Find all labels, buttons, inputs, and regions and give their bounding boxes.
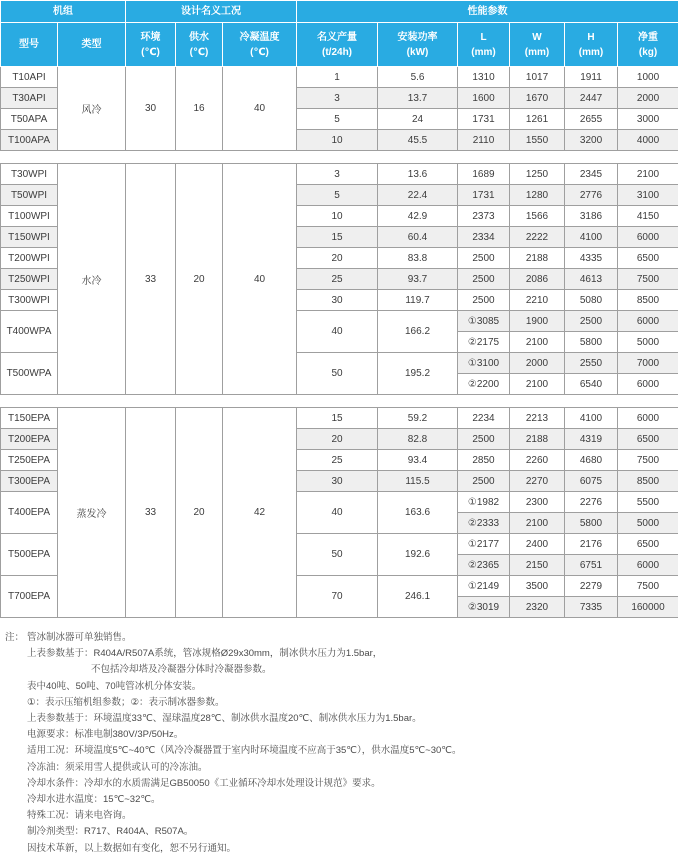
header-group-row <box>1 1 678 23</box>
height-cell: 2447 <box>565 88 618 109</box>
capacity-cell: 10 <box>297 206 378 227</box>
height-cell: 4100 <box>565 227 618 248</box>
weight-cell: 5500 <box>618 492 678 513</box>
weight-cell: 6500 <box>618 429 678 450</box>
capacity-cell: 5 <box>297 109 378 130</box>
model-cell: T700EPA <box>1 576 58 618</box>
length-cell: ①2149 <box>458 576 510 597</box>
model-cell: T250WPI <box>1 269 58 290</box>
length-cell: 2850 <box>458 450 510 471</box>
weight-cell: 6000 <box>618 408 678 429</box>
weight-cell: 6000 <box>618 311 678 332</box>
note-line <box>0 630 678 646</box>
column-header-label: L <box>480 31 487 43</box>
weight-cell: 3000 <box>618 109 678 130</box>
model-cell: T500WPA <box>1 353 58 395</box>
capacity-cell: 50 <box>297 534 378 576</box>
note-text: 冷冻油：须采用雪人提供或认可的冷冻油。 <box>27 761 208 773</box>
column-header <box>510 23 565 67</box>
weight-cell: 7500 <box>618 450 678 471</box>
height-cell: 6075 <box>565 471 618 492</box>
length-cell: 2110 <box>458 130 510 151</box>
note-text: 制冷剂类型：R717、R404A、R507A。 <box>27 826 194 838</box>
column-header <box>58 23 126 67</box>
type-cell: 风冷 <box>58 67 126 151</box>
header-group-design: 设计名义工况 <box>126 1 297 23</box>
power-cell: 13.6 <box>378 164 458 185</box>
column-header-label: 类型 <box>81 39 102 50</box>
power-cell: 13.7 <box>378 88 458 109</box>
note-line <box>0 808 678 824</box>
condensing-temp-cell: 42 <box>223 408 297 618</box>
column-header <box>176 23 223 67</box>
column-header-label: 净重 <box>638 31 659 43</box>
height-cell: 7335 <box>565 597 618 618</box>
column-header-unit: (mm) <box>471 46 496 58</box>
width-cell: 2188 <box>510 248 565 269</box>
power-cell: 192.6 <box>378 534 458 576</box>
capacity-cell: 10 <box>297 130 378 151</box>
weight-cell: 6000 <box>618 555 678 576</box>
spec-table-water-cooled <box>0 163 678 395</box>
width-cell: 2100 <box>510 513 565 534</box>
capacity-cell: 30 <box>297 290 378 311</box>
model-cell: T50WPI <box>1 185 58 206</box>
power-cell: 119.7 <box>378 290 458 311</box>
height-cell: 2776 <box>565 185 618 206</box>
length-cell: 2500 <box>458 429 510 450</box>
weight-cell: 7500 <box>618 269 678 290</box>
width-cell: 2000 <box>510 353 565 374</box>
length-cell: ①1982 <box>458 492 510 513</box>
note-text: 表中40吨、50吨、70吨管冰机分体安装。 <box>27 680 202 692</box>
column-header-unit: (℃) <box>250 46 269 58</box>
length-cell: 2500 <box>458 248 510 269</box>
weight-cell: 3100 <box>618 185 678 206</box>
width-cell: 1900 <box>510 311 565 332</box>
note-line <box>0 743 678 759</box>
power-cell: 246.1 <box>378 576 458 618</box>
width-cell: 2320 <box>510 597 565 618</box>
column-header <box>618 23 678 67</box>
height-cell: 4100 <box>565 408 618 429</box>
note-line <box>0 662 678 678</box>
capacity-cell: 50 <box>297 353 378 395</box>
note-text: 适用工况：环境温度5℃~40℃（风冷冷凝器置于室内时环境温度不应高于35℃），供水温度5℃~30℃。 <box>27 745 462 757</box>
length-cell: 2500 <box>458 269 510 290</box>
model-cell: T300EPA <box>1 471 58 492</box>
length-cell: ②2333 <box>458 513 510 534</box>
width-cell: 2150 <box>510 555 565 576</box>
width-cell: 1017 <box>510 67 565 88</box>
column-header-unit: (℃) <box>141 46 160 58</box>
power-cell: 24 <box>378 109 458 130</box>
weight-cell: 2100 <box>618 164 678 185</box>
height-cell: 5080 <box>565 290 618 311</box>
height-cell: 3200 <box>565 130 618 151</box>
column-header-unit: (℃) <box>189 46 209 58</box>
weight-cell: 6500 <box>618 248 678 269</box>
length-cell: ①3100 <box>458 353 510 374</box>
power-cell: 45.5 <box>378 130 458 151</box>
note-line <box>0 679 678 695</box>
length-cell: 2234 <box>458 408 510 429</box>
model-cell: T30API <box>1 88 58 109</box>
width-cell: 2300 <box>510 492 565 513</box>
table-row <box>1 164 678 185</box>
width-cell: 2100 <box>510 374 565 395</box>
length-cell: ②2200 <box>458 374 510 395</box>
capacity-cell: 20 <box>297 248 378 269</box>
column-header-label: H <box>587 31 595 43</box>
model-cell: T150EPA <box>1 408 58 429</box>
column-header-label: 供水 <box>189 31 209 43</box>
supply-temp-cell: 16 <box>176 67 223 151</box>
note-line <box>0 760 678 776</box>
column-header <box>297 23 378 67</box>
height-cell: 4335 <box>565 248 618 269</box>
power-cell: 60.4 <box>378 227 458 248</box>
power-cell: 93.7 <box>378 269 458 290</box>
note-text: 因技术革新，以上数据如有变化，恕不另行通知。 <box>27 842 237 854</box>
model-cell: T10API <box>1 67 58 88</box>
weight-cell: 6000 <box>618 374 678 395</box>
weight-cell: 5000 <box>618 332 678 353</box>
width-cell: 1670 <box>510 88 565 109</box>
length-cell: ②2365 <box>458 555 510 576</box>
model-cell: T400EPA <box>1 492 58 534</box>
column-header-unit: (mm) <box>524 46 550 58</box>
weight-cell: 7000 <box>618 353 678 374</box>
length-cell: 2334 <box>458 227 510 248</box>
capacity-cell: 5 <box>297 185 378 206</box>
model-cell: T150WPI <box>1 227 58 248</box>
power-cell: 93.4 <box>378 450 458 471</box>
column-header-label: 安装功率 <box>397 31 438 43</box>
ambient-temp-cell: 33 <box>126 408 176 618</box>
power-cell: 115.5 <box>378 471 458 492</box>
capacity-cell: 40 <box>297 492 378 534</box>
height-cell: 2279 <box>565 576 618 597</box>
width-cell: 2222 <box>510 227 565 248</box>
notes-section <box>0 630 678 857</box>
height-cell: 5800 <box>565 332 618 353</box>
note-text: 上表参数基于：R404A/R507A系统，管冰规格Ø29x30mm，制冰供水压力为1.5bar， <box>27 648 383 660</box>
height-cell: 2655 <box>565 109 618 130</box>
column-header-unit: (kW) <box>406 46 429 58</box>
power-cell: 82.8 <box>378 429 458 450</box>
note-text: 上表参数基于：环境温度33℃、湿球温度28℃、制冰供水温度20℃、制冰供水压力为1.5bar。 <box>27 713 422 725</box>
length-cell: 1310 <box>458 67 510 88</box>
note-text: 特殊工况：请来电咨询。 <box>27 810 132 822</box>
power-cell: 195.2 <box>378 353 458 395</box>
note-prefix: 注： <box>5 632 25 643</box>
model-cell: T30WPI <box>1 164 58 185</box>
model-cell: T400WPA <box>1 311 58 353</box>
column-header-label: 名义产量 <box>317 31 358 43</box>
condensing-temp-cell: 40 <box>223 67 297 151</box>
model-cell: T100WPI <box>1 206 58 227</box>
weight-cell: 4150 <box>618 206 678 227</box>
header-column-row <box>1 23 678 67</box>
length-cell: 1600 <box>458 88 510 109</box>
table-row <box>1 67 678 88</box>
width-cell: 2100 <box>510 332 565 353</box>
capacity-cell: 15 <box>297 227 378 248</box>
capacity-cell: 25 <box>297 450 378 471</box>
height-cell: 4319 <box>565 429 618 450</box>
weight-cell: 7500 <box>618 576 678 597</box>
length-cell: 1731 <box>458 185 510 206</box>
height-cell: 2500 <box>565 311 618 332</box>
power-cell: 42.9 <box>378 206 458 227</box>
model-cell: T200EPA <box>1 429 58 450</box>
capacity-cell: 15 <box>297 408 378 429</box>
power-cell: 5.6 <box>378 67 458 88</box>
weight-cell: 8500 <box>618 471 678 492</box>
height-cell: 4680 <box>565 450 618 471</box>
weight-cell: 6500 <box>618 534 678 555</box>
ambient-temp-cell: 30 <box>126 67 176 151</box>
width-cell: 2188 <box>510 429 565 450</box>
length-cell: 1689 <box>458 164 510 185</box>
power-cell: 163.6 <box>378 492 458 534</box>
column-header-unit: (t/24h) <box>322 46 353 58</box>
column-header <box>378 23 458 67</box>
length-cell: 2500 <box>458 290 510 311</box>
column-header <box>458 23 510 67</box>
power-cell: 22.4 <box>378 185 458 206</box>
weight-cell: 1000 <box>618 67 678 88</box>
capacity-cell: 70 <box>297 576 378 618</box>
width-cell: 1250 <box>510 164 565 185</box>
column-header <box>1 23 58 67</box>
length-cell: ①3085 <box>458 311 510 332</box>
note-text: 不包括冷却塔及冷凝器分体时冷凝器参数。 <box>91 664 272 676</box>
condensing-temp-cell: 40 <box>223 164 297 395</box>
note-line <box>0 646 678 662</box>
power-cell: 59.2 <box>378 408 458 429</box>
column-header-label: W <box>532 31 542 43</box>
note-text: 管冰制冰器可单独销售。 <box>27 632 132 643</box>
model-cell: T50APA <box>1 109 58 130</box>
capacity-cell: 20 <box>297 429 378 450</box>
column-header-unit: (mm) <box>578 46 604 58</box>
capacity-cell: 1 <box>297 67 378 88</box>
height-cell: 2176 <box>565 534 618 555</box>
supply-temp-cell: 20 <box>176 164 223 395</box>
height-cell: 2276 <box>565 492 618 513</box>
length-cell: 2500 <box>458 471 510 492</box>
supply-temp-cell: 20 <box>176 408 223 618</box>
column-header <box>126 23 176 67</box>
height-cell: 4613 <box>565 269 618 290</box>
weight-cell: 4000 <box>618 130 678 151</box>
height-cell: 6751 <box>565 555 618 576</box>
note-line <box>0 792 678 808</box>
note-line <box>0 824 678 840</box>
capacity-cell: 40 <box>297 311 378 353</box>
width-cell: 1550 <box>510 130 565 151</box>
weight-cell: 2000 <box>618 88 678 109</box>
capacity-cell: 25 <box>297 269 378 290</box>
capacity-cell: 30 <box>297 471 378 492</box>
height-cell: 2550 <box>565 353 618 374</box>
width-cell: 1261 <box>510 109 565 130</box>
note-text: 电源要求：标准电制380V/3P/50Hz。 <box>27 729 184 741</box>
column-header <box>565 23 618 67</box>
length-cell: 1731 <box>458 109 510 130</box>
model-cell: T500EPA <box>1 534 58 576</box>
weight-cell: 8500 <box>618 290 678 311</box>
column-header-label: 环境 <box>140 31 161 43</box>
model-cell: T200WPI <box>1 248 58 269</box>
width-cell: 2400 <box>510 534 565 555</box>
weight-cell: 6000 <box>618 227 678 248</box>
note-text: 冷却水条件：冷却水的水质需满足GB50050《工业循环冷却水处理设计规范》要求。 <box>27 777 381 789</box>
length-cell: ②2175 <box>458 332 510 353</box>
column-header-label: 型号 <box>19 39 39 50</box>
length-cell: ②3019 <box>458 597 510 618</box>
power-cell: 83.8 <box>378 248 458 269</box>
spec-table-air-cooled <box>0 0 678 151</box>
width-cell: 2270 <box>510 471 565 492</box>
header-group-machine: 机组 <box>1 1 126 23</box>
weight-cell: 160000 <box>618 597 678 618</box>
note-line <box>0 776 678 792</box>
length-cell: 2373 <box>458 206 510 227</box>
width-cell: 1566 <box>510 206 565 227</box>
length-cell: ①2177 <box>458 534 510 555</box>
width-cell: 3500 <box>510 576 565 597</box>
height-cell: 6540 <box>565 374 618 395</box>
width-cell: 2213 <box>510 408 565 429</box>
model-cell: T300WPI <box>1 290 58 311</box>
height-cell: 2345 <box>565 164 618 185</box>
spec-table-evaporative-cooled <box>0 407 678 618</box>
type-cell: 蒸发冷 <box>58 408 126 618</box>
model-cell: T250EPA <box>1 450 58 471</box>
note-text: 冷却水进水温度：15℃~32℃。 <box>27 794 161 806</box>
capacity-cell: 3 <box>297 88 378 109</box>
width-cell: 2086 <box>510 269 565 290</box>
height-cell: 5800 <box>565 513 618 534</box>
column-header <box>223 23 297 67</box>
ambient-temp-cell: 33 <box>126 164 176 395</box>
weight-cell: 5000 <box>618 513 678 534</box>
note-line <box>0 695 678 711</box>
note-line <box>0 841 678 857</box>
width-cell: 2210 <box>510 290 565 311</box>
column-header-label: 冷凝温度 <box>239 31 280 43</box>
capacity-cell: 3 <box>297 164 378 185</box>
note-line <box>0 711 678 727</box>
height-cell: 1911 <box>565 67 618 88</box>
height-cell: 3186 <box>565 206 618 227</box>
width-cell: 1280 <box>510 185 565 206</box>
column-header-unit: (kg) <box>638 46 658 58</box>
note-text: ①：表示压缩机组参数；②：表示制冰器参数。 <box>27 696 225 708</box>
type-cell: 水冷 <box>58 164 126 395</box>
note-line <box>0 727 678 743</box>
table-row <box>1 408 678 429</box>
width-cell: 2260 <box>510 450 565 471</box>
model-cell: T100APA <box>1 130 58 151</box>
power-cell: 166.2 <box>378 311 458 353</box>
header-group-performance: 性能参数 <box>297 1 678 23</box>
